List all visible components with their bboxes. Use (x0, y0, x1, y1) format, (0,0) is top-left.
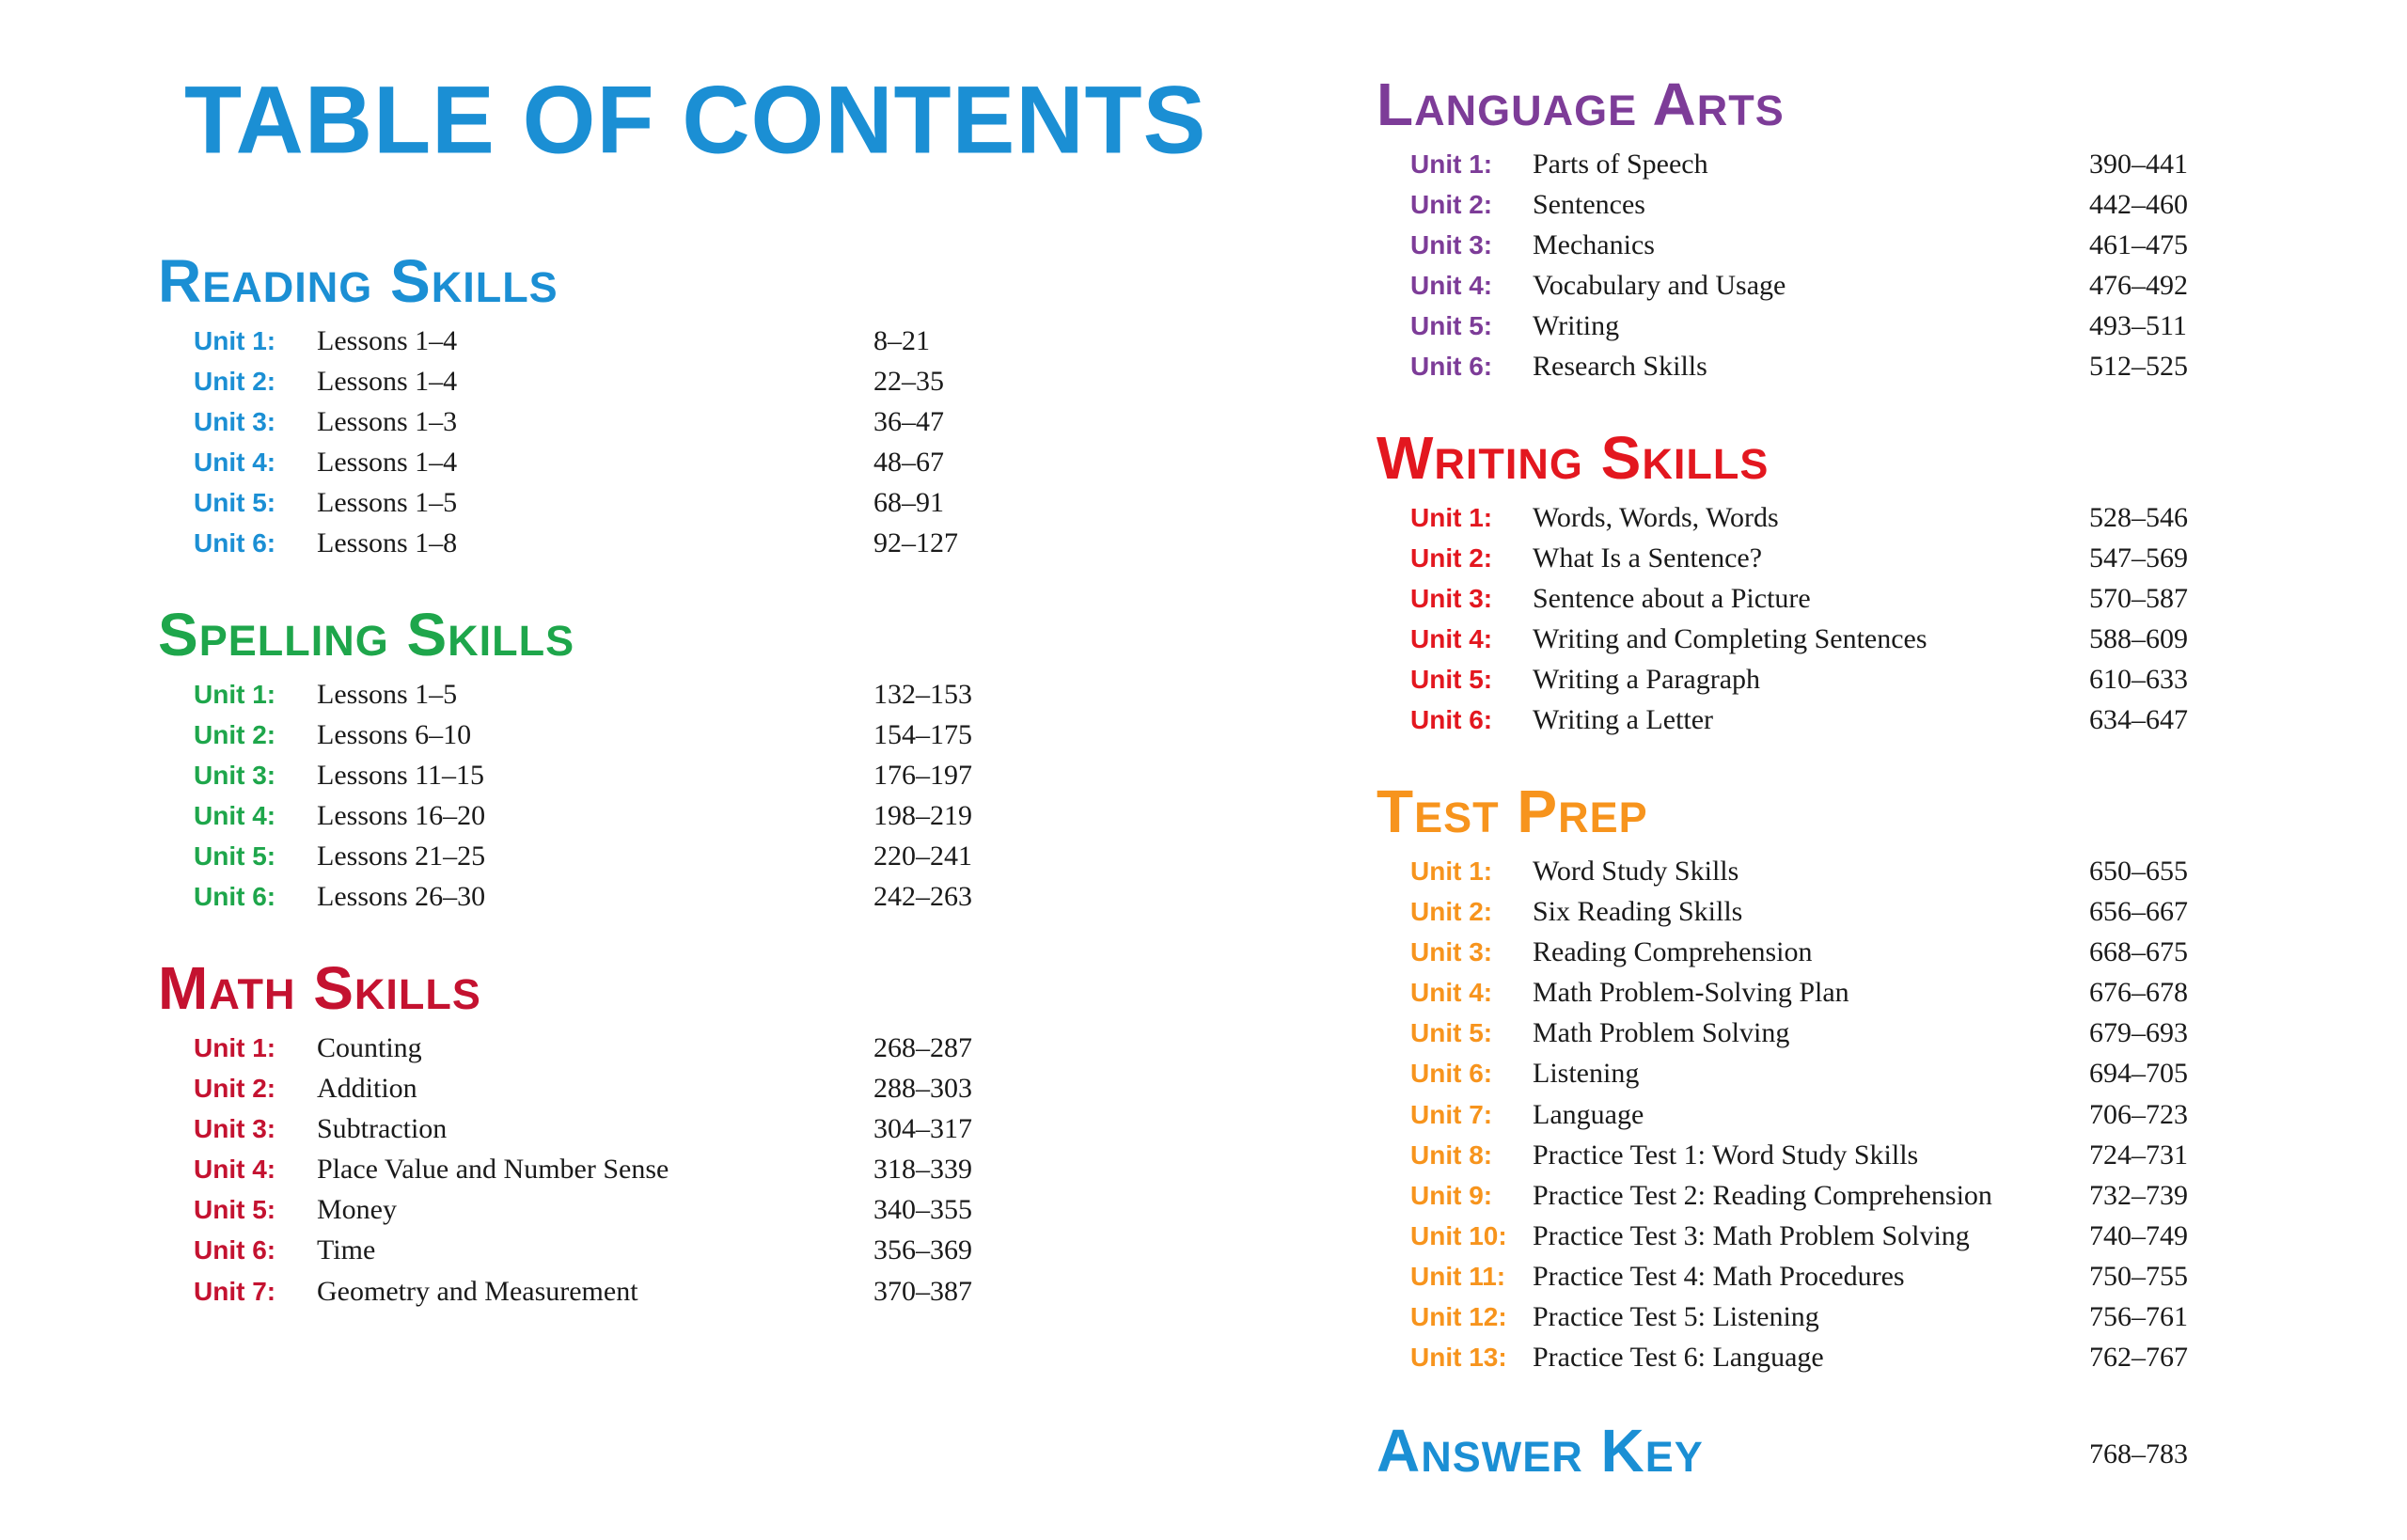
page-range: 268–287 (873, 1032, 972, 1063)
unit-title: Counting (317, 1032, 422, 1063)
page-range: 634–647 (2089, 704, 2188, 736)
unit-title: Lessons 16–20 (317, 800, 486, 832)
unit-label: Unit 2: (194, 367, 276, 397)
section-heading: Test Prep (1377, 778, 1648, 845)
unit-label: Unit 12: (1410, 1302, 1507, 1332)
toc-entry (158, 1068, 1098, 1108)
unit-label: Unit 3: (194, 1114, 276, 1144)
page-range: 768–783 (2089, 1438, 2188, 1469)
unit-label: Unit 2: (1410, 190, 1493, 220)
unit-label: Unit 6: (1410, 352, 1493, 382)
unit-label: Unit 7: (1410, 1099, 1493, 1129)
toc-entry (158, 1230, 1098, 1270)
toc-entry (158, 876, 1098, 917)
toc-entry (158, 361, 1098, 401)
unit-title: Words, Words, Words (1533, 502, 1779, 533)
toc-entry (1377, 184, 2317, 225)
toc-entry (158, 674, 1098, 715)
unit-title: Lessons 11–15 (317, 760, 485, 792)
page-range: 668–675 (2089, 936, 2188, 968)
unit-title: Lessons 1–4 (317, 447, 458, 479)
unit-label: Unit 3: (1410, 937, 1493, 967)
section-heading: Spelling Skills (158, 601, 575, 668)
unit-title: Subtraction (317, 1113, 448, 1145)
toc-entry (158, 482, 1098, 523)
toc-entry (158, 1149, 1098, 1189)
page-range: 493–511 (2089, 310, 2187, 342)
unit-title: Sentences (1533, 189, 1645, 221)
unit-title: What Is a Sentence? (1533, 542, 1763, 574)
toc-entry (1377, 972, 2317, 1013)
unit-label: Unit 4: (1410, 624, 1493, 654)
unit-label: Unit 3: (1410, 584, 1493, 614)
toc-entry (1377, 1135, 2317, 1175)
page-range: 476–492 (2089, 270, 2188, 302)
page-range: 694–705 (2089, 1058, 2188, 1090)
toc-entry (158, 1028, 1098, 1068)
unit-title: Listening (1533, 1058, 1640, 1090)
page-range: 8–21 (873, 325, 930, 356)
section-language-arts (1377, 71, 2317, 387)
page-range: 706–723 (2089, 1098, 2188, 1130)
unit-title: Lessons 1–4 (317, 366, 458, 398)
unit-label: Unit 11: (1410, 1261, 1506, 1291)
unit-label: Unit 5: (194, 841, 276, 872)
unit-label: Unit 7: (194, 1276, 276, 1306)
unit-title: Practice Test 6: Language (1533, 1342, 1824, 1374)
page-range: 750–755 (2089, 1260, 2188, 1292)
page-range: 356–369 (873, 1234, 972, 1266)
unit-label: Unit 2: (194, 1074, 276, 1104)
unit-title: Time (317, 1234, 376, 1266)
page-range: 198–219 (873, 800, 972, 832)
toc-entry (158, 836, 1098, 876)
toc-entry (158, 523, 1098, 563)
page-range: 656–667 (2089, 896, 2188, 928)
unit-title: Lessons 1–5 (317, 679, 458, 710)
page-range: 461–475 (2089, 229, 2188, 261)
page-range: 132–153 (873, 679, 972, 710)
toc-entry (1377, 1053, 2317, 1093)
unit-title: Sentence about a Picture (1533, 583, 1811, 615)
toc-entry (1377, 578, 2317, 619)
toc-entry (158, 442, 1098, 482)
unit-title: Lessons 1–8 (317, 527, 458, 559)
unit-title: Six Reading Skills (1533, 896, 1743, 928)
section-heading: Math Skills (158, 954, 481, 1022)
unit-label: Unit 5: (1410, 665, 1493, 695)
unit-label: Unit 10: (1410, 1220, 1507, 1250)
toc-entry (1377, 1013, 2317, 1053)
toc-entry (158, 321, 1098, 361)
unit-title: Practice Test 4: Math Procedures (1533, 1260, 1905, 1292)
page-range: 740–749 (2089, 1219, 2188, 1251)
toc-entry (1377, 891, 2317, 932)
unit-label: Unit 1: (1410, 149, 1493, 179)
unit-label: Unit 4: (1410, 271, 1493, 301)
toc-entry (158, 1189, 1098, 1230)
unit-label: Unit 4: (194, 1155, 276, 1185)
unit-label: Unit 5: (194, 488, 276, 518)
toc-entry (1377, 225, 2317, 265)
unit-title: Lessons 1–5 (317, 487, 458, 519)
page-range: 570–587 (2089, 583, 2188, 615)
section-math-skills (158, 954, 1098, 1312)
page-range: 288–303 (873, 1073, 972, 1105)
toc-entry (1377, 306, 2317, 346)
page-range: 92–127 (873, 527, 958, 559)
toc-entry (1377, 346, 2317, 386)
toc-entry (1377, 1256, 2317, 1296)
unit-title: Reading Comprehension (1533, 936, 1813, 968)
toc-entry (1377, 1175, 2317, 1216)
section-heading: Writing Skills (1377, 424, 1770, 492)
unit-label: Unit 6: (194, 528, 276, 558)
unit-title: Practice Test 3: Math Problem Solving (1533, 1219, 1970, 1251)
unit-label: Unit 1: (194, 1033, 276, 1062)
page-range: 442–460 (2089, 189, 2188, 221)
toc-entry (158, 1108, 1098, 1149)
unit-label: Unit 5: (1410, 311, 1493, 341)
unit-label: Unit 2: (1410, 897, 1493, 927)
toc-entry (158, 755, 1098, 795)
page-range: 610–633 (2089, 664, 2188, 696)
unit-label: Unit 4: (1410, 978, 1493, 1008)
page-range: 732–739 (2089, 1179, 2188, 1211)
page-range: 588–609 (2089, 623, 2188, 655)
toc-entry (1377, 659, 2317, 699)
unit-title: Writing and Completing Sentences (1533, 623, 1927, 655)
page-range: 762–767 (2089, 1342, 2188, 1374)
page-range: 724–731 (2089, 1139, 2188, 1171)
page-range: 22–35 (873, 366, 944, 398)
unit-title: Lessons 6–10 (317, 719, 472, 751)
unit-title: Practice Test 2: Reading Comprehension (1533, 1179, 1992, 1211)
unit-title: Writing a Letter (1533, 704, 1714, 736)
toc-entry (1377, 144, 2317, 184)
page-range: 547–569 (2089, 542, 2188, 574)
unit-title: Practice Test 1: Word Study Skills (1533, 1139, 1919, 1171)
section-heading: Language Arts (1377, 71, 1785, 138)
unit-label: Unit 1: (1410, 503, 1493, 532)
toc-entry (158, 795, 1098, 836)
unit-label: Unit 6: (194, 1235, 276, 1265)
unit-title: Addition (317, 1073, 417, 1105)
toc-entry (1377, 699, 2317, 740)
page-range: 36–47 (873, 406, 944, 438)
unit-title: Lessons 26–30 (317, 881, 486, 913)
unit-title: Math Problem Solving (1533, 1017, 1790, 1049)
unit-title: Mechanics (1533, 229, 1655, 261)
toc-entry (158, 715, 1098, 755)
page-range: 304–317 (873, 1113, 972, 1145)
toc-entry (1377, 497, 2317, 538)
unit-label: Unit 9: (1410, 1180, 1493, 1210)
page-range: 340–355 (873, 1194, 972, 1226)
unit-label: Unit 2: (194, 720, 276, 750)
unit-title: Money (317, 1194, 397, 1226)
page-range: 512–525 (2089, 351, 2188, 383)
section-reading-skills (158, 247, 1098, 564)
toc-entry (1377, 932, 2317, 972)
unit-title: Geometry and Measurement (317, 1275, 638, 1307)
page-range: 650–655 (2089, 856, 2188, 887)
unit-label: Unit 4: (194, 448, 276, 478)
toc-entry (1377, 538, 2317, 578)
toc-entry (1377, 1296, 2317, 1337)
page-range: 756–761 (2089, 1301, 2188, 1333)
page-range: 220–241 (873, 841, 972, 872)
unit-label: Unit 1: (1410, 856, 1493, 886)
toc-entry (1377, 1094, 2317, 1135)
page-range: 48–67 (873, 447, 944, 479)
section-heading: Answer Key (1377, 1417, 1704, 1485)
unit-label: Unit 3: (194, 407, 276, 437)
page-title: TABLE OF CONTENTS (184, 66, 1207, 175)
page-range: 176–197 (873, 760, 972, 792)
unit-title: Place Value and Number Sense (317, 1154, 669, 1186)
toc-entry (1377, 265, 2317, 306)
unit-title: Vocabulary and Usage (1533, 270, 1786, 302)
unit-title: Writing a Paragraph (1533, 664, 1761, 696)
page-range: 676–678 (2089, 977, 2188, 1009)
unit-label: Unit 3: (1410, 230, 1493, 260)
page-range: 68–91 (873, 487, 944, 519)
unit-title: Lessons 21–25 (317, 841, 486, 872)
unit-title: Lessons 1–3 (317, 406, 458, 438)
unit-label: Unit 1: (194, 680, 276, 709)
unit-label: Unit 6: (1410, 705, 1493, 735)
unit-label: Unit 2: (1410, 543, 1493, 574)
unit-label: Unit 13: (1410, 1343, 1507, 1373)
unit-label: Unit 3: (194, 761, 276, 791)
section-answer-key (1377, 1417, 2317, 1490)
toc-entry (158, 401, 1098, 442)
section-test-prep (1377, 778, 2317, 1377)
unit-label: Unit 8: (1410, 1139, 1493, 1170)
unit-title: Practice Test 5: Listening (1533, 1301, 1819, 1333)
unit-label: Unit 6: (1410, 1059, 1493, 1089)
unit-label: Unit 1: (194, 326, 276, 355)
unit-title: Lessons 1–4 (317, 325, 458, 356)
unit-label: Unit 6: (194, 882, 276, 912)
unit-title: Parts of Speech (1533, 149, 1708, 180)
toc-entry (1377, 619, 2317, 659)
unit-title: Writing (1533, 310, 1620, 342)
unit-label: Unit 4: (194, 801, 276, 831)
unit-title: Research Skills (1533, 351, 1707, 383)
unit-label: Unit 5: (1410, 1018, 1493, 1048)
page-range: 318–339 (873, 1154, 972, 1186)
page-range: 679–693 (2089, 1017, 2188, 1049)
section-heading: Reading Skills (158, 247, 558, 315)
toc-entry (158, 1271, 1098, 1312)
unit-label: Unit 5: (194, 1195, 276, 1225)
page-range: 154–175 (873, 719, 972, 751)
section-writing-skills (1377, 424, 2317, 741)
unit-title: Language (1533, 1098, 1644, 1130)
page-range: 370–387 (873, 1275, 972, 1307)
unit-title: Math Problem-Solving Plan (1533, 977, 1849, 1009)
toc-entry (1377, 1337, 2317, 1377)
page-range: 528–546 (2089, 502, 2188, 533)
unit-title: Word Study Skills (1533, 856, 1739, 887)
page-range: 242–263 (873, 881, 972, 913)
page-range: 390–441 (2089, 149, 2188, 180)
toc-entry (1377, 851, 2317, 891)
toc-entry (1377, 1216, 2317, 1256)
section-spelling-skills (158, 601, 1098, 918)
